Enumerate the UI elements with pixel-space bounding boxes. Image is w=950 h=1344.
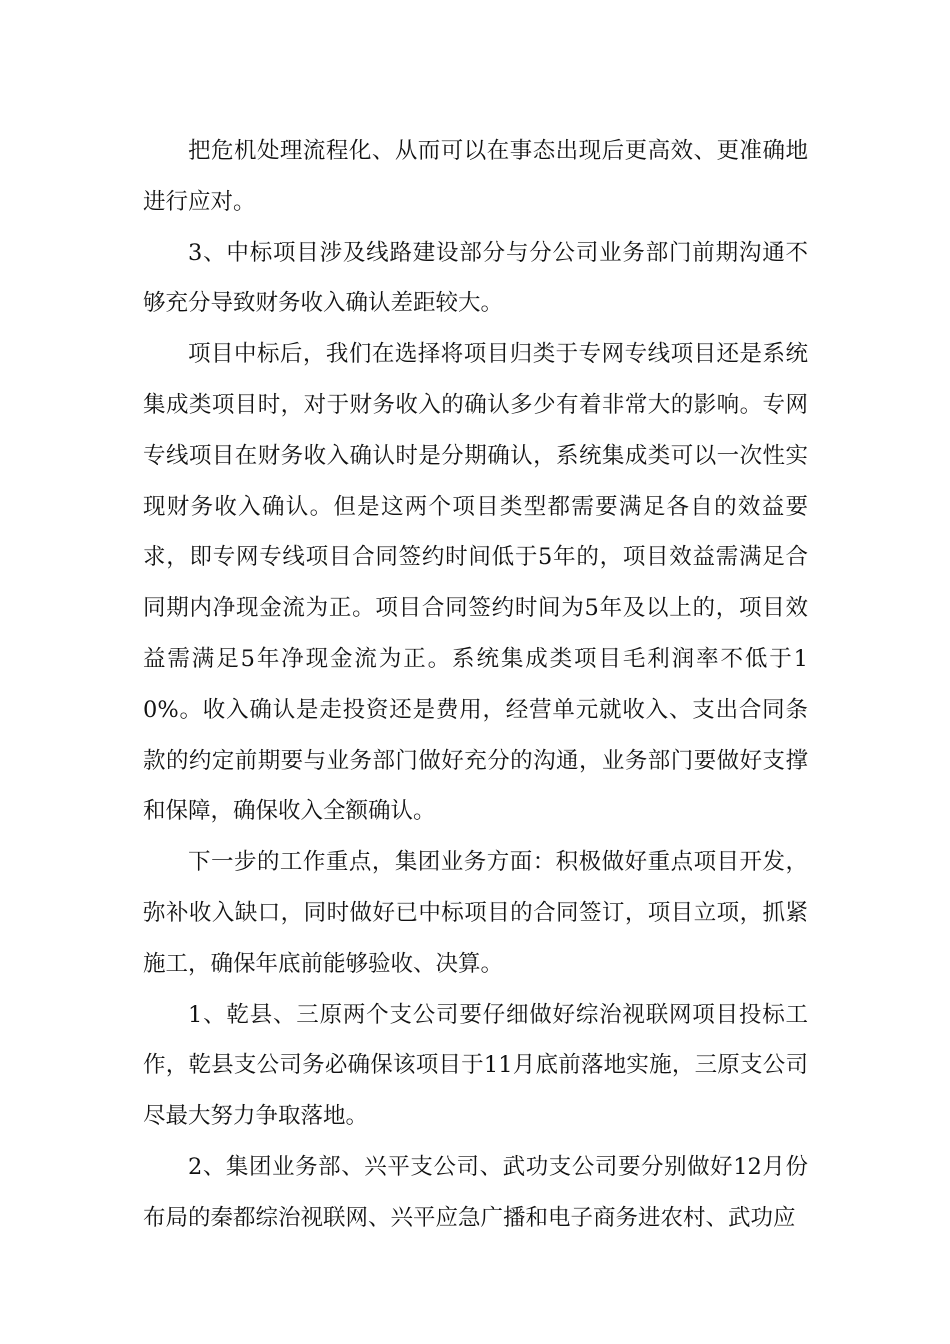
paragraph-issue-3-heading: 3、中标项目涉及线路建设部分与分公司业务部门前期沟通不够充分导致财务收入确认差距较大。 [143,239,808,317]
paragraph-crisis-handling: 把危机处理流程化、从而可以在事态出现后更高效、更准确地进行应对。 [143,138,808,215]
paragraph-revenue-recognition: 项目中标后，我们在选择将项目归类于专网专线项目还是系统集成类项目时，对于财务收入的确认多少有着非常大的影响。专网专线项目在财务收入确认时是分期确认，系统集成类可以一次性实现财务收入确认。但是这两个项目类型都需要满足各自的效益要求，即专网专线项目合同签约时间低于5年的，项目效益需满足合同期内净现金流为正。项目合同签约时间为5年及以上的，项目效益需满足5年净现金流为正。系统集成类项目毛利润率不低于10%。收入确认是走投资还是费用，经营单元就收入、支出合同条款的约定前期要与业务部门做好充分的沟通，业务部门要做好支撑和保障，确保收入全额确认。 [143,341,808,825]
paragraph-next-steps: 下一步的工作重点，集团业务方面：积极做好重点项目开发，弥补收入缺口，同时做好已中标项目的合同签订，项目立项，抓紧施工，确保年底前能够验收、决算。 [143,849,808,977]
paragraph-item-2: 2、集团业务部、兴平支公司、武功支公司要分别做好12月份布局的秦都综治视联网、兴平应急广播和电子商务进农村、武功应 [143,1153,808,1231]
document-body [143,126,808,1244]
paragraph-item-1: 1、乾县、三原两个支公司要仔细做好综治视联网项目投标工作，乾县支公司务必确保该项目于11月底前落地实施，三原支公司尽最大努力争取落地。 [143,1001,808,1130]
